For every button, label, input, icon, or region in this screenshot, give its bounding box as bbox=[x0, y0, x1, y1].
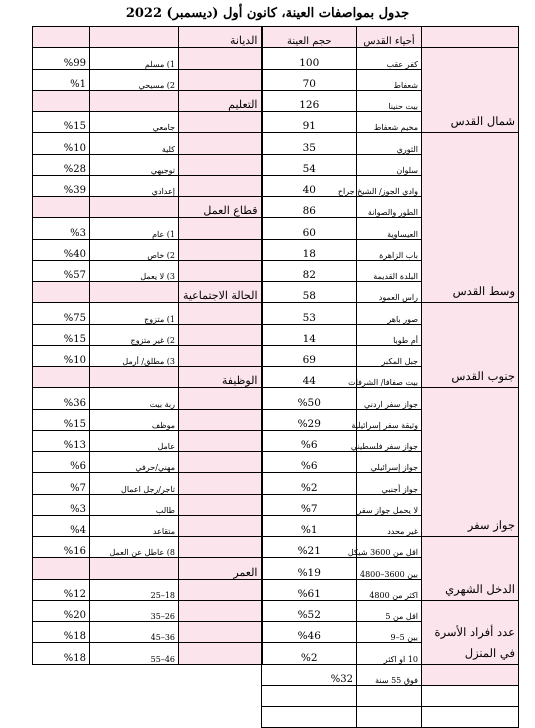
right-row-value: 40 bbox=[262, 175, 357, 196]
right-row-value: 69 bbox=[262, 345, 357, 366]
right-row-label: جواز أجنبي bbox=[357, 473, 422, 494]
right-row-label: بين 3600–4800 bbox=[357, 558, 422, 579]
left-row-label: 1) متزوج bbox=[90, 303, 179, 324]
left-group-side bbox=[179, 473, 262, 494]
right-row-value: %2 bbox=[262, 473, 357, 494]
right-row-value: %6 bbox=[262, 430, 357, 451]
left-group-header-blank bbox=[90, 282, 179, 303]
left-row-label: 18–25 bbox=[90, 579, 179, 600]
left-row-value: %40 bbox=[33, 239, 90, 260]
left-group-side bbox=[179, 537, 262, 558]
left-row-value: %57 bbox=[33, 260, 90, 281]
left-group-side bbox=[179, 515, 262, 536]
left-row-label: إعدادي bbox=[90, 175, 179, 196]
right-row-label: لا يحمل جواز سفر bbox=[357, 494, 422, 515]
left-group-header-blank bbox=[90, 90, 179, 111]
left-group-side bbox=[179, 218, 262, 239]
right-row-value: 14 bbox=[262, 324, 357, 345]
right-row-value: 86 bbox=[262, 197, 357, 218]
table-row bbox=[33, 303, 519, 324]
left-row-value: %13 bbox=[33, 430, 90, 451]
empty-cell bbox=[262, 707, 357, 728]
left-group-header-blank bbox=[33, 558, 90, 579]
right-row-value: 100 bbox=[262, 48, 357, 69]
left-group-side bbox=[179, 69, 262, 90]
left-row-value: %15 bbox=[33, 324, 90, 345]
left-group-header-blank bbox=[90, 197, 179, 218]
left-row-value: %18 bbox=[33, 622, 90, 643]
left-row-value: %12 bbox=[33, 579, 90, 600]
right-row-value: %46 bbox=[262, 622, 357, 643]
left-row-label: توجيهي bbox=[90, 154, 179, 175]
right-row-label: مخيم شعفاط bbox=[357, 112, 422, 133]
left-group-side bbox=[179, 154, 262, 175]
left-row-label: 3) لا يعمل bbox=[90, 260, 179, 281]
page-title: جدول بمواصفات العينة، كانون أول (ديسمبر) 2022 bbox=[125, 6, 410, 21]
left-row-label: عامل bbox=[90, 430, 179, 451]
left-row-label: كلية bbox=[90, 133, 179, 154]
table-row bbox=[33, 664, 519, 685]
right-row-value: %2 bbox=[262, 643, 357, 664]
header-sample-size: حجم العينة bbox=[262, 27, 357, 48]
table-row bbox=[33, 707, 519, 728]
right-row-label: جواز إسرائيلي bbox=[357, 452, 422, 473]
right-row-label: بيت حنينا bbox=[357, 90, 422, 111]
right-row-label: اقل من 5 bbox=[357, 600, 422, 621]
table-row bbox=[33, 600, 519, 621]
right-row-value: %1 bbox=[262, 515, 357, 536]
left-group-side bbox=[179, 579, 262, 600]
right-row-value: 70 bbox=[262, 69, 357, 90]
left-group-header-blank bbox=[90, 27, 179, 48]
left-row-label: ربة بيت bbox=[90, 388, 179, 409]
left-row-value: %20 bbox=[33, 600, 90, 621]
left-row-label: مهني/حرفي bbox=[90, 452, 179, 473]
right-row-label: صور باهر bbox=[357, 303, 422, 324]
left-row-value: %6 bbox=[33, 452, 90, 473]
right-row-label: الثوري bbox=[357, 133, 422, 154]
table-row bbox=[33, 27, 519, 48]
table-row bbox=[33, 133, 519, 154]
right-row-label: اقل من 3600 شيكل bbox=[357, 537, 422, 558]
left-group-name: الحالة الاجتماعية bbox=[179, 282, 262, 303]
left-row-label: متقاعد bbox=[90, 515, 179, 536]
left-row-label: 1) مسلم bbox=[90, 48, 179, 69]
left-row-value: %10 bbox=[33, 345, 90, 366]
table-row bbox=[33, 388, 519, 409]
table-row bbox=[33, 537, 519, 558]
right-row-value: 18 bbox=[262, 239, 357, 260]
left-group-header-blank bbox=[33, 27, 90, 48]
right-row-label: باب الزاهرة bbox=[357, 239, 422, 260]
left-row-label: تاجر/رجل اعمال bbox=[90, 473, 179, 494]
right-row-value: 54 bbox=[262, 154, 357, 175]
right-group-name: شمال القدس bbox=[422, 48, 519, 133]
left-group-name: قطاع العمل bbox=[179, 197, 262, 218]
right-row-label: شعفاط bbox=[357, 69, 422, 90]
left-row-label: 1) عام bbox=[90, 218, 179, 239]
empty-cell bbox=[357, 685, 422, 706]
right-group-name: وسط القدس bbox=[422, 133, 519, 303]
left-row-label: 2) مسيحي bbox=[90, 69, 179, 90]
right-row-label: وادي الجوز/ الشيخ جراح bbox=[357, 175, 422, 196]
left-group-side bbox=[179, 260, 262, 281]
table-row bbox=[33, 48, 519, 69]
right-row-label: جبل المكبر bbox=[357, 345, 422, 366]
right-row-value: 58 bbox=[262, 282, 357, 303]
left-row-label: 8) عاطل عن العمل bbox=[90, 537, 179, 558]
left-group-side bbox=[179, 600, 262, 621]
right-group-name: جنوب القدس bbox=[422, 303, 519, 388]
right-row-value: 53 bbox=[262, 303, 357, 324]
left-row-value: %7 bbox=[33, 473, 90, 494]
right-row-label: وثيقة سفر إسرائيلية bbox=[357, 409, 422, 430]
left-row-value: %10 bbox=[33, 133, 90, 154]
left-group-header-blank bbox=[33, 282, 90, 303]
right-row-label: جواز سفر فلسطيني bbox=[357, 430, 422, 451]
left-group-side bbox=[179, 643, 262, 664]
left-group-side bbox=[179, 409, 262, 430]
left-row-value: %28 bbox=[33, 154, 90, 175]
right-group-name: جواز سفر bbox=[422, 388, 519, 537]
left-group-header-blank bbox=[33, 197, 90, 218]
left-row-label: 36–45 bbox=[90, 622, 179, 643]
right-row-value: 91 bbox=[262, 112, 357, 133]
sample-spec-table bbox=[32, 26, 519, 728]
right-row-label: سلوان bbox=[357, 154, 422, 175]
left-row-value: %1 bbox=[33, 69, 90, 90]
left-row-value: %3 bbox=[33, 494, 90, 515]
left-group-side bbox=[179, 430, 262, 451]
right-row-label: البلدة القديمة bbox=[357, 260, 422, 281]
left-row-value: %32 bbox=[262, 664, 357, 685]
left-group-name: الديانة bbox=[179, 27, 262, 48]
right-group-name: الدخل الشهري bbox=[422, 537, 519, 601]
right-row-value: %7 bbox=[262, 494, 357, 515]
right-row-value: %6 bbox=[262, 452, 357, 473]
left-row-label: فوق 55 سنة bbox=[357, 664, 422, 685]
left-group-side bbox=[179, 622, 262, 643]
left-row-value: %99 bbox=[33, 48, 90, 69]
left-group-side bbox=[179, 239, 262, 260]
left-group-side bbox=[179, 112, 262, 133]
left-group-side bbox=[179, 345, 262, 366]
right-row-value: %52 bbox=[262, 600, 357, 621]
left-row-label: جامعي bbox=[90, 112, 179, 133]
left-row-label: موظف bbox=[90, 409, 179, 430]
left-group-side bbox=[179, 48, 262, 69]
right-row-value: 82 bbox=[262, 260, 357, 281]
left-group-side bbox=[179, 303, 262, 324]
left-group-header-blank bbox=[33, 90, 90, 111]
right-row-label: كفر عقب bbox=[357, 48, 422, 69]
left-group-name: العمر bbox=[179, 558, 262, 579]
left-group-side bbox=[179, 452, 262, 473]
left-group-name: الوظيفة bbox=[179, 367, 262, 388]
right-row-label: بين 5–9 bbox=[357, 622, 422, 643]
left-group-header-blank bbox=[90, 367, 179, 388]
left-row-value: %36 bbox=[33, 388, 90, 409]
right-row-label: جواز سفر اردني bbox=[357, 388, 422, 409]
left-row-value: %18 bbox=[33, 643, 90, 664]
left-row-value: %39 bbox=[33, 175, 90, 196]
right-row-value: 126 bbox=[262, 90, 357, 111]
left-group-header-blank bbox=[90, 558, 179, 579]
right-row-label: راس العمود bbox=[357, 282, 422, 303]
empty-cell bbox=[357, 707, 422, 728]
left-row-value: %16 bbox=[33, 537, 90, 558]
left-row-label: 2) غير متزوج bbox=[90, 324, 179, 345]
table-row bbox=[33, 685, 519, 706]
right-row-value: 60 bbox=[262, 218, 357, 239]
left-row-value: %15 bbox=[33, 409, 90, 430]
left-row-label: 3) مطلق/ أرمل bbox=[90, 345, 179, 366]
right-row-value: %19 bbox=[262, 558, 357, 579]
left-row-value: %4 bbox=[33, 515, 90, 536]
left-group-name: التعليم bbox=[179, 90, 262, 111]
right-row-label: 10 او اكثر bbox=[357, 643, 422, 664]
left-group-side bbox=[422, 664, 519, 685]
left-row-label: 2) خاص bbox=[90, 239, 179, 260]
left-row-label: طالب bbox=[90, 494, 179, 515]
right-row-value: %29 bbox=[262, 409, 357, 430]
left-group-side bbox=[179, 324, 262, 345]
right-row-label: الطور والصوانة bbox=[357, 197, 422, 218]
right-row-label: أم طوبا bbox=[357, 324, 422, 345]
empty-cell bbox=[422, 685, 519, 706]
left-group-header-blank bbox=[33, 367, 90, 388]
right-row-value: 35 bbox=[262, 133, 357, 154]
right-row-value: 44 bbox=[262, 367, 357, 388]
left-group-side bbox=[179, 133, 262, 154]
right-group-name: عدد أفراد الأسرة في المنزل bbox=[422, 600, 519, 664]
left-group-side bbox=[179, 494, 262, 515]
right-row-label: بيت صفافا/ الشرفات bbox=[357, 367, 422, 388]
left-group-side bbox=[179, 175, 262, 196]
right-row-value: %50 bbox=[262, 388, 357, 409]
header-section bbox=[422, 27, 519, 48]
header-neighborhood: أحياء القدس bbox=[357, 27, 422, 48]
left-row-label: 46–55 bbox=[90, 643, 179, 664]
left-row-value: %3 bbox=[33, 218, 90, 239]
left-row-label: 26–35 bbox=[90, 600, 179, 621]
empty-cell bbox=[422, 707, 519, 728]
empty-cell bbox=[262, 685, 357, 706]
left-row-value: %75 bbox=[33, 303, 90, 324]
right-row-value: %61 bbox=[262, 579, 357, 600]
right-row-label: غير محدد bbox=[357, 515, 422, 536]
left-row-value: %15 bbox=[33, 112, 90, 133]
right-row-value: %21 bbox=[262, 537, 357, 558]
left-group-side bbox=[179, 388, 262, 409]
right-row-label: اكثر من 4800 bbox=[357, 579, 422, 600]
right-row-label: العيساوية bbox=[357, 218, 422, 239]
